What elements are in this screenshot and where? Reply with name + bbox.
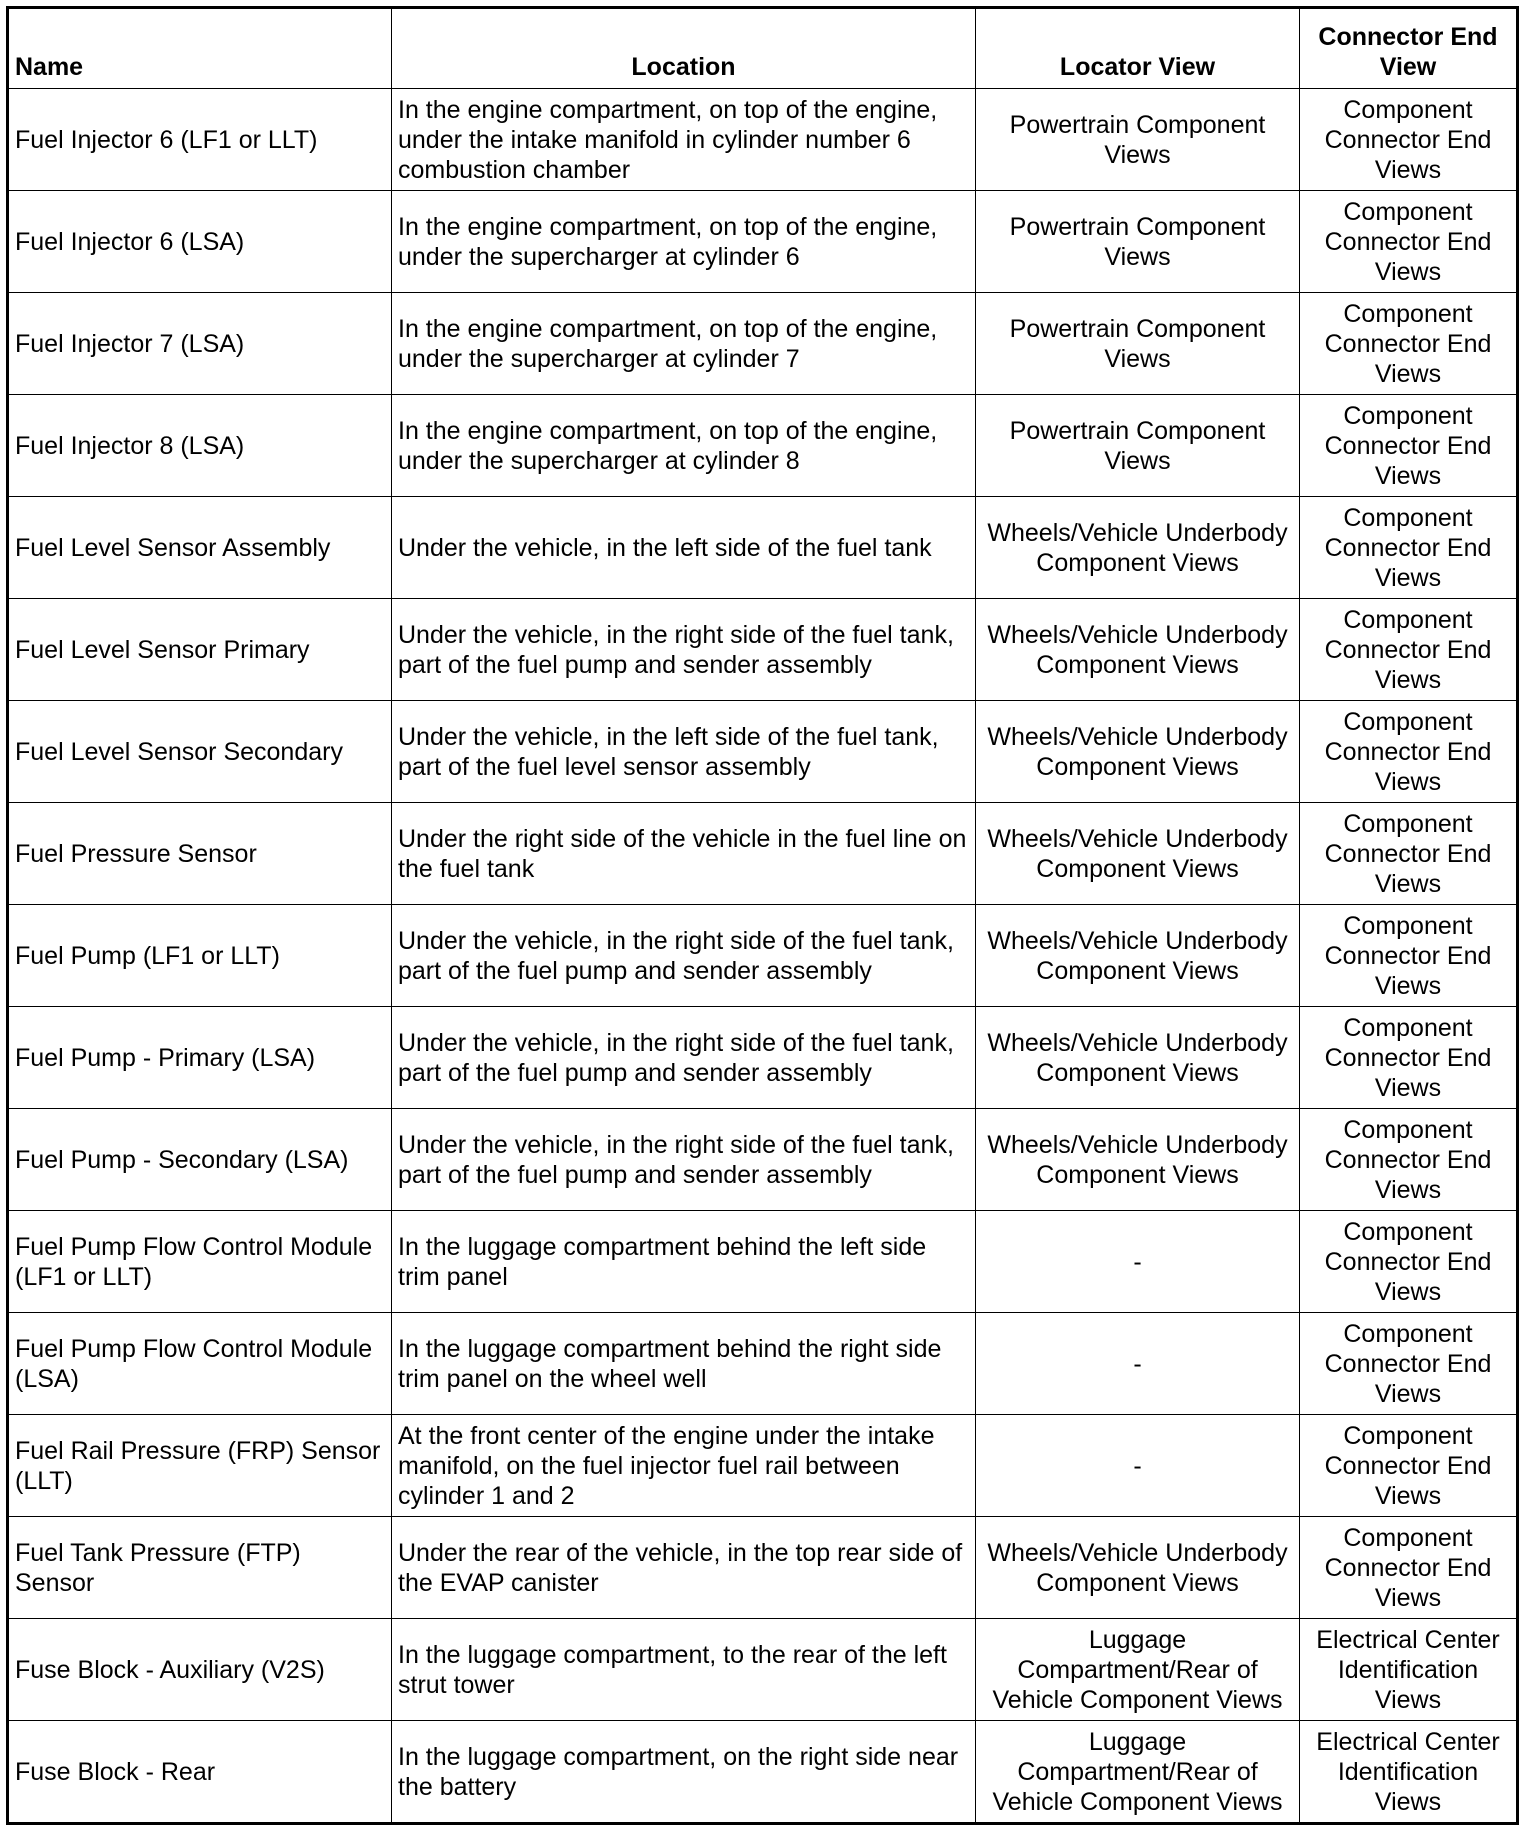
cell-locator-view[interactable]: Luggage Compartment/Rear of Vehicle Component Views xyxy=(976,1721,1300,1824)
cell-connector-end-view[interactable]: Electrical Center Identification Views xyxy=(1300,1721,1518,1824)
cell-connector-end-view[interactable]: Component Connector End Views xyxy=(1300,1517,1518,1619)
table-row xyxy=(8,191,1518,293)
cell-location: Under the right side of the vehicle in the fuel line on the fuel tank xyxy=(392,803,976,905)
cell-location: In the luggage compartment, to the rear of the left strut tower xyxy=(392,1619,976,1721)
cell-locator-view[interactable]: Wheels/Vehicle Underbody Component Views xyxy=(976,701,1300,803)
cell-name: Fuel Pump - Secondary (LSA) xyxy=(8,1109,392,1211)
cell-connector-end-view[interactable]: Component Connector End Views xyxy=(1300,1109,1518,1211)
header-location: Location xyxy=(392,8,976,89)
cell-name: Fuel Injector 6 (LSA) xyxy=(8,191,392,293)
cell-name: Fuse Block - Auxiliary (V2S) xyxy=(8,1619,392,1721)
cell-name: Fuel Pump (LF1 or LLT) xyxy=(8,905,392,1007)
table-row xyxy=(8,89,1518,191)
cell-locator-view[interactable]: Wheels/Vehicle Underbody Component Views xyxy=(976,1109,1300,1211)
table-row xyxy=(8,497,1518,599)
cell-locator-view[interactable]: Luggage Compartment/Rear of Vehicle Component Views xyxy=(976,1619,1300,1721)
cell-location: In the engine compartment, on top of the engine, under the supercharger at cylinder 6 xyxy=(392,191,976,293)
cell-locator-view[interactable]: Powertrain Component Views xyxy=(976,191,1300,293)
cell-name: Fuel Injector 7 (LSA) xyxy=(8,293,392,395)
cell-location: Under the vehicle, in the left side of the fuel tank, part of the fuel level sensor assembly xyxy=(392,701,976,803)
cell-location: At the front center of the engine under the intake manifold, on the fuel injector fuel rail between cylinder 1 and 2 xyxy=(392,1415,976,1517)
cell-connector-end-view[interactable]: Component Connector End Views xyxy=(1300,191,1518,293)
cell-name: Fuel Level Sensor Secondary xyxy=(8,701,392,803)
cell-connector-end-view[interactable]: Component Connector End Views xyxy=(1300,803,1518,905)
cell-locator-view[interactable]: Wheels/Vehicle Underbody Component Views xyxy=(976,905,1300,1007)
cell-locator-view[interactable]: Wheels/Vehicle Underbody Component Views xyxy=(976,1517,1300,1619)
cell-location: In the engine compartment, on top of the engine, under the supercharger at cylinder 7 xyxy=(392,293,976,395)
table-row xyxy=(8,905,1518,1007)
cell-location: In the engine compartment, on top of the engine, under the intake manifold in cylinder number 6 combustion chamber xyxy=(392,89,976,191)
cell-location: Under the vehicle, in the right side of the fuel tank, part of the fuel pump and sender assembly xyxy=(392,905,976,1007)
cell-name: Fuel Rail Pressure (FRP) Sensor (LLT) xyxy=(8,1415,392,1517)
cell-locator-view[interactable]: Powertrain Component Views xyxy=(976,89,1300,191)
cell-connector-end-view[interactable]: Component Connector End Views xyxy=(1300,701,1518,803)
component-locator-table xyxy=(6,6,1519,1825)
cell-connector-end-view[interactable]: Component Connector End Views xyxy=(1300,1415,1518,1517)
table-row xyxy=(8,599,1518,701)
cell-name: Fuel Tank Pressure (FTP) Sensor xyxy=(8,1517,392,1619)
table-row xyxy=(8,1313,1518,1415)
cell-name: Fuel Pump - Primary (LSA) xyxy=(8,1007,392,1109)
header-row xyxy=(8,8,1518,89)
cell-locator-view[interactable]: - xyxy=(976,1313,1300,1415)
table-row xyxy=(8,1211,1518,1313)
cell-location: In the luggage compartment behind the left side trim panel xyxy=(392,1211,976,1313)
header-connector-end-view: Connector End View xyxy=(1300,8,1518,89)
cell-name: Fuel Injector 8 (LSA) xyxy=(8,395,392,497)
cell-location: In the luggage compartment, on the right side near the battery xyxy=(392,1721,976,1824)
cell-connector-end-view[interactable]: Component Connector End Views xyxy=(1300,599,1518,701)
table-row xyxy=(8,701,1518,803)
table-row xyxy=(8,1619,1518,1721)
table-row xyxy=(8,1517,1518,1619)
cell-connector-end-view[interactable]: Component Connector End Views xyxy=(1300,1313,1518,1415)
cell-locator-view[interactable]: Powertrain Component Views xyxy=(976,395,1300,497)
table-row xyxy=(8,803,1518,905)
header-locator-view: Locator View xyxy=(976,8,1300,89)
cell-locator-view[interactable]: - xyxy=(976,1415,1300,1517)
table-row xyxy=(8,1721,1518,1824)
cell-locator-view[interactable]: Wheels/Vehicle Underbody Component Views xyxy=(976,803,1300,905)
cell-connector-end-view[interactable]: Component Connector End Views xyxy=(1300,89,1518,191)
table-row xyxy=(8,1109,1518,1211)
table-body xyxy=(8,89,1518,1824)
cell-locator-view[interactable]: Wheels/Vehicle Underbody Component Views xyxy=(976,1007,1300,1109)
table-header xyxy=(8,8,1518,89)
table-row xyxy=(8,395,1518,497)
cell-name: Fuel Injector 6 (LF1 or LLT) xyxy=(8,89,392,191)
cell-name: Fuel Level Sensor Primary xyxy=(8,599,392,701)
table-row xyxy=(8,1007,1518,1109)
table-row xyxy=(8,1415,1518,1517)
cell-location: Under the vehicle, in the right side of the fuel tank, part of the fuel pump and sender assembly xyxy=(392,599,976,701)
cell-name: Fuel Pump Flow Control Module (LSA) xyxy=(8,1313,392,1415)
component-locator-sheet xyxy=(6,6,1516,1825)
cell-name: Fuse Block - Rear xyxy=(8,1721,392,1824)
cell-connector-end-view[interactable]: Component Connector End Views xyxy=(1300,905,1518,1007)
cell-locator-view[interactable]: Powertrain Component Views xyxy=(976,293,1300,395)
cell-connector-end-view[interactable]: Component Connector End Views xyxy=(1300,497,1518,599)
cell-name: Fuel Level Sensor Assembly xyxy=(8,497,392,599)
cell-location: Under the vehicle, in the left side of the fuel tank xyxy=(392,497,976,599)
cell-location: In the luggage compartment behind the right side trim panel on the wheel well xyxy=(392,1313,976,1415)
cell-name: Fuel Pump Flow Control Module (LF1 or LLT) xyxy=(8,1211,392,1313)
cell-locator-view[interactable]: - xyxy=(976,1211,1300,1313)
table-row xyxy=(8,293,1518,395)
header-name: Name xyxy=(8,8,392,89)
cell-location: Under the vehicle, in the right side of the fuel tank, part of the fuel pump and sender assembly xyxy=(392,1007,976,1109)
cell-connector-end-view[interactable]: Electrical Center Identification Views xyxy=(1300,1619,1518,1721)
cell-locator-view[interactable]: Wheels/Vehicle Underbody Component Views xyxy=(976,599,1300,701)
cell-locator-view[interactable]: Wheels/Vehicle Underbody Component Views xyxy=(976,497,1300,599)
cell-connector-end-view[interactable]: Component Connector End Views xyxy=(1300,1211,1518,1313)
cell-location: In the engine compartment, on top of the engine, under the supercharger at cylinder 8 xyxy=(392,395,976,497)
cell-connector-end-view[interactable]: Component Connector End Views xyxy=(1300,1007,1518,1109)
cell-connector-end-view[interactable]: Component Connector End Views xyxy=(1300,395,1518,497)
cell-location: Under the vehicle, in the right side of the fuel tank, part of the fuel pump and sender assembly xyxy=(392,1109,976,1211)
cell-location: Under the rear of the vehicle, in the top rear side of the EVAP canister xyxy=(392,1517,976,1619)
cell-name: Fuel Pressure Sensor xyxy=(8,803,392,905)
cell-connector-end-view[interactable]: Component Connector End Views xyxy=(1300,293,1518,395)
